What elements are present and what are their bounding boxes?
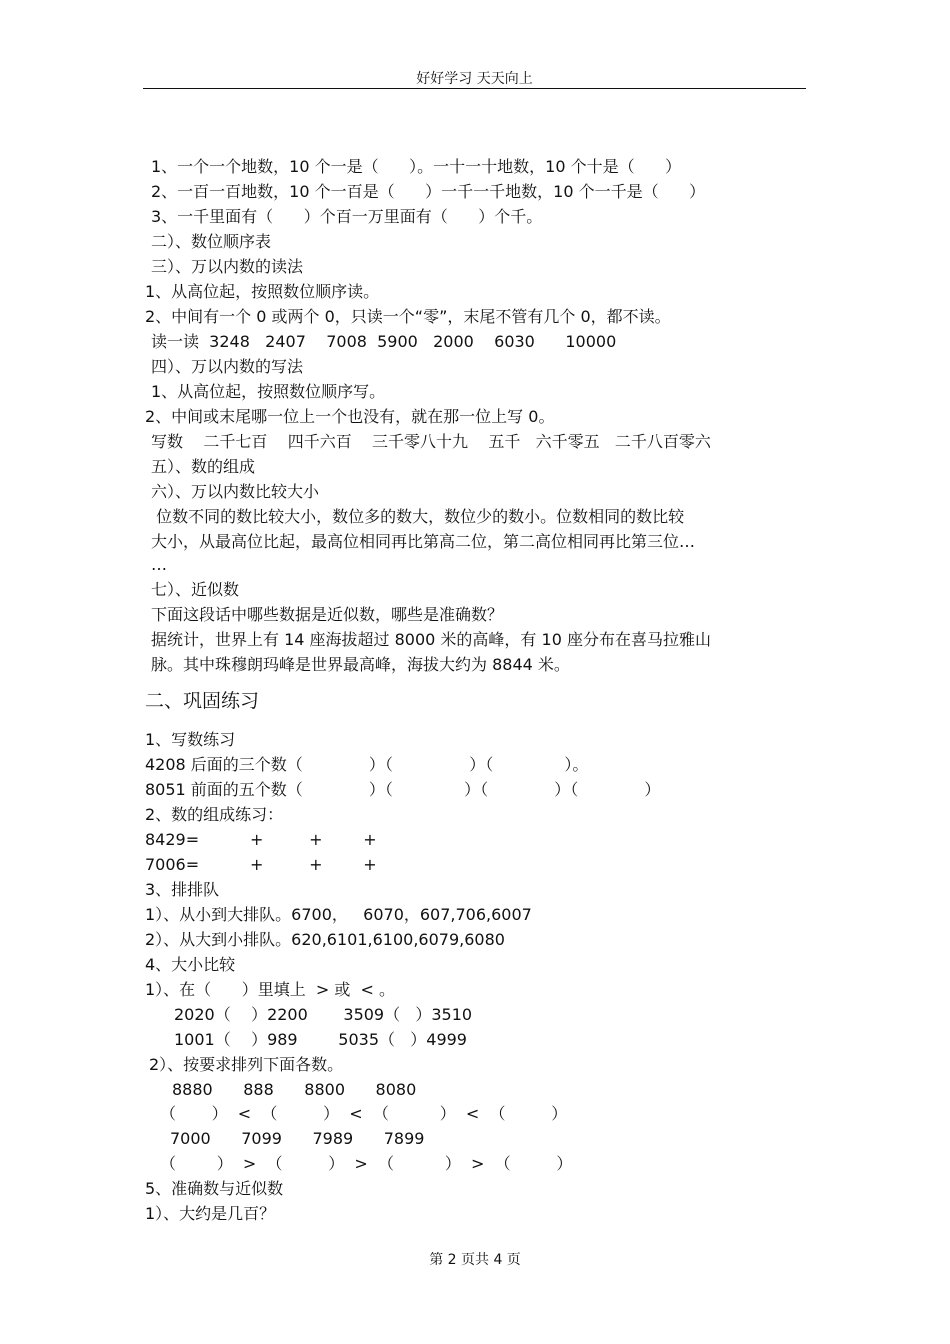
text-line: 8051 前面的五个数（ ）（ ）（ ）（ ） <box>145 780 661 799</box>
text-line: 7000 7099 7989 7899 <box>170 1129 425 1148</box>
text-line: 3、排排队 <box>145 880 220 899</box>
text-line: 2、一百一百地数，10 个一百是（ ）一千一千地数，10 个一千是（ ） <box>151 182 706 201</box>
text-line: 六）、万以内数比较大小 <box>151 482 320 501</box>
text-line: 2、中间或末尾哪一位上一个也没有，就在那一位上写 0。 <box>145 407 555 426</box>
text-line: 脉。其中珠穆朗玛峰是世界最高峰，海拔大约为 8844 米。 <box>151 655 570 674</box>
text-line: 2020（ ）2200 3509（ ）3510 <box>174 1005 473 1024</box>
page-footer: 第 2 页共 4 页 <box>429 1252 521 1268</box>
text-line: 8429= + + + <box>145 830 377 849</box>
text-line: 三）、万以内数的读法 <box>151 257 304 276</box>
text-line: 1、一个一个地数，10 个一是（ ）。一十一十地数，10 个十是（ ） <box>151 157 682 176</box>
text-line: 七）、近似数 <box>151 580 240 599</box>
text-line: 下面这段话中哪些数据是近似数，哪些是准确数？ <box>151 605 504 624</box>
text-line: … <box>151 555 167 574</box>
text-line: 8880 888 8800 8080 <box>172 1080 417 1099</box>
text-line: （ ） < （ ） < （ ） < （ ） <box>160 1104 568 1123</box>
text-line: 二）、数位顺序表 <box>151 232 272 251</box>
text-line: 2、数的组成练习： <box>145 805 284 824</box>
text-line: 五）、数的组成 <box>151 457 256 476</box>
text-line: 据统计，世界上有 14 座海拔超过 8000 米的高峰，有 10 座分布在喜马拉雅山 <box>151 630 711 649</box>
text-line: 2、中间有一个 0 或两个 0，只读一个“零”，末尾不管有几个 0，都不读。 <box>145 307 671 326</box>
text-line: 大小，从最高位比起，最高位相同再比第高二位，第二高位相同再比第三位… <box>151 532 696 551</box>
text-line: 读一读 3248 2407 7008 5900 2000 6030 10000 <box>151 332 617 351</box>
header-divider <box>143 88 806 89</box>
text-line: 2）、从大到小排队。620,6101,6100,6079,6080 <box>145 930 505 949</box>
text-line: 1）、大约是几百？ <box>145 1204 276 1223</box>
text-line: 1、从高位起，按照数位顺序写。 <box>151 382 386 401</box>
text-line: 写数 二千七百 四千六百 三千零八十九 五千 六千零五 二千八百零六 <box>151 432 711 451</box>
text-line: 3、一千里面有（ ）个百一万里面有（ ）个千。 <box>151 207 543 226</box>
text-line: 1001（ ）989 5035（ ）4999 <box>174 1030 467 1049</box>
text-line: 1、写数练习 <box>145 730 236 749</box>
text-line: 1）、在（ ）里填上 > 或 < 。 <box>145 980 396 999</box>
section-heading: 二、巩固练习 <box>145 690 260 712</box>
text-line: 四）、万以内数的写法 <box>151 357 304 376</box>
text-line: 4、大小比较 <box>145 955 236 974</box>
text-line: （ ） > （ ） > （ ） > （ ） <box>160 1154 573 1173</box>
page-header: 好好学习 天天向上 <box>416 71 533 87</box>
text-line: 1）、从小到大排队。6700， 6070，607,706,6007 <box>145 905 532 924</box>
text-line: 5、准确数与近似数 <box>145 1179 284 1198</box>
text-line: 位数不同的数比较大小，数位多的数大，数位少的数小。位数相同的数比较 <box>151 507 685 526</box>
text-line: 1、从高位起，按照数位顺序读。 <box>145 282 380 301</box>
text-line: 4208 后面的三个数（ ）（ ）（ ）。 <box>145 755 589 774</box>
text-line: 2）、按要求排列下面各数。 <box>149 1055 344 1074</box>
text-line: 7006= + + + <box>145 855 377 874</box>
